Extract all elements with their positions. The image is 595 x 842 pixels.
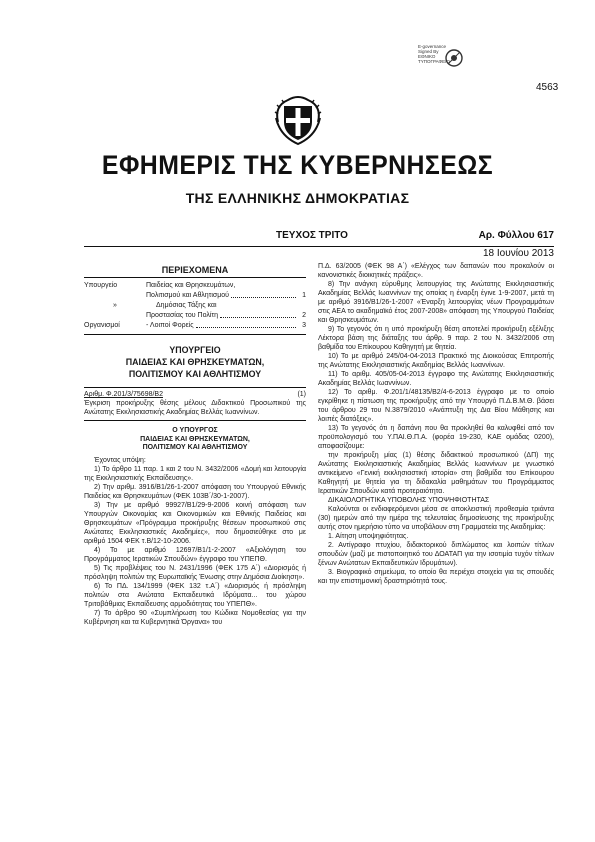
ministry-heading-line: ΠΟΛΙΤΙΣΜΟΥ ΚΑΙ ΑΘΛΗΤΙΣΜΟΥ <box>128 369 262 380</box>
toc-page: 2 <box>302 312 306 319</box>
issue-series: ΤΕΥΧΟΣ ΤΡΙΤΟ <box>276 230 348 241</box>
decision-marker: (1) <box>297 391 306 398</box>
recital-item: 7) Το άρθρο 90 «Συμπλήρωση του Κώδικα Νομοθεσίας για την Κυβέρνηση και τα Κυβερνητικά Όργανα» του <box>84 609 306 626</box>
section-divider <box>84 420 306 421</box>
stamp-line: E-governance <box>418 44 447 49</box>
ministry-heading <box>92 345 298 381</box>
toc-row <box>84 311 306 321</box>
recital-item: 10) Το με αριθμό 245/04-04-2013 Πρακτικό της Διοικούσας Επιτροπής της Ανώτατης Εκκλησιαστικής Ακαδημίας Βελλάς Ιωαννίνων. <box>318 353 554 369</box>
minister-heading-line: Ο ΥΠΟΥΡΓΟΣ <box>172 427 218 434</box>
digital-signature-stamp <box>418 44 488 84</box>
decision-number: Αριθμ. Φ.201/3/75698/Β2 <box>84 391 163 398</box>
issue-sheet-number: Αρ. Φύλλου 617 <box>478 230 554 241</box>
minister-heading-line: ΠΟΛΙΤΙΣΜΟΥ ΚΑΙ ΑΘΛΗΤΙΣΜΟΥ <box>142 444 248 451</box>
toc-key <box>84 311 146 321</box>
recital-item: 9) Το γεγονός ότι η υπό προκήρυξη θέση αποτελεί προκήρυξη εξέλιξης Λέκτορα βάση της διάταξης του άρθρ. 9 παρ. 2 του Ν. 3432/2006 στη βαθμίδα του Επίκουρου Καθηγητή με θητεία. <box>318 326 554 351</box>
table-of-contents <box>84 281 306 331</box>
toc-page: 1 <box>302 292 306 299</box>
toc-page: 3 <box>302 322 306 329</box>
recital-item: 13) Το γεγονός ότι η δαπάνη που θα προκληθεί θα καλυφθεί από τον προϋπολογισμό του Υ.ΠΑΙ.Θ.Π.Α. (φορέα 19-230, ΚΑΕ ομάδας 0200), αποφασίζουμε: <box>318 425 554 450</box>
recital-item: 12) Το αριθμ. Φ.201/1/48135/Β2/4-6-2013 έγγραφο με το οποίο εγκρίθηκε η πίστωση της προκήρυξης από την Υπουργό Π.Δ.Β.Μ.Θ. βάσει του άρθρου 29 του Ν.3879/2010 «Ανάπτυξη της Δια Βίου Μάθησης και λοιπές διατάξεις». <box>318 389 554 423</box>
toc-row <box>84 291 306 301</box>
signature-seal-icon <box>444 48 464 68</box>
recital-item: 6) Το ΠΔ. 134/1999 (ΦΕΚ 132 τ.Α΄) «Διορισμός ή πρόσληψη πολιτών στα Ανώτατα Εκπαιδευτικά Ιδρύματα... του χώρου Τριτοβάθμιας Εκπαίδευσης αρμοδιότητας του ΥΠΕΠΘ». <box>84 582 306 608</box>
coat-of-arms-icon <box>270 92 326 148</box>
recital-item: 4) Το με αριθμό 12697/Β1/1-2-2007 «Αξιολόγηση του Προγράμματος Ιερατικών Σπουδών» έγγραφο του ΥΠΕΠΘ. <box>84 546 306 563</box>
ministry-heading-line: ΥΠΟΥΡΓΕΙΟ <box>169 345 221 356</box>
issue-bar <box>84 228 554 247</box>
recital-item: 8) Την ανάγκη εύρυθμης λειτουργίας της Ανώτατης Εκκλησιαστικής Ακαδημίας Βελλάς Ιωαννίνων της οποίας η έναρξη έγινε 1-9-2007, μετά τη με αριθμό 3916/Β1/26-1-2007 «Έναρξη λειτουργίας νέων Προγραμμάτων στις ΑΕΑ το ακαδημαϊκό έτος 2007-2008» απόφαση της Υπουργού Παιδείας και Θρησκευμάτων. <box>318 281 554 324</box>
having-regard: Έχοντας υπόψη: <box>94 456 146 464</box>
page-number: 4563 <box>536 82 559 93</box>
body-paragraph: Καλούνται οι ενδιαφερόμενοι μέσα σε αποκλειστική προθεσμία τριάντα (30) ημερών από την ημέρα της τελευταίας δημοσίευσης της προκήρυξης αυτής στον ημερήσιο τύπο να υποβάλουν στη Γραμματεία της Ακαδημίας: <box>318 506 554 531</box>
toc-key: Υπουργείο <box>84 282 118 289</box>
issue-date: 18 Ιουνίου 2013 <box>483 248 554 259</box>
gazette-title: ΕΦΗΜΕΡΙΣ ΤΗΣ ΚΥΒΕΡΝΗΣΕΩΣ <box>101 150 494 180</box>
toc-key: Οργανισμοί <box>84 322 120 329</box>
toc-heading: ΠΕΡΙΕΧΟΜΕΝΑ <box>84 266 306 278</box>
recital-item: 1) Το άρθρο 11 παρ. 1 και 2 του Ν. 3432/2006 «Δομή και λειτουργία της Εκκλησιαστικής Εκπαίδευσης». <box>84 465 306 482</box>
toc-row <box>84 301 306 311</box>
toc-page <box>298 301 306 311</box>
toc-page <box>298 281 306 291</box>
gazette-subtitle: ΤΗΣ ΕΛΛΗΝΙΚΗΣ ΔΗΜΟΚΡΑΤΙΑΣ <box>185 190 410 206</box>
toc-label: Παιδείας και Θρησκευμάτων, <box>146 282 236 289</box>
toc-label: Προστασίας του Πολίτη <box>146 312 219 319</box>
right-column <box>318 262 554 586</box>
recital-item: 11) Το αριθμ. 405/05-04-2013 έγγραφο της Ανώτατης Εκκλησιαστικής Ακαδημίας Βελλάς Ιωαννίνων. <box>318 371 554 387</box>
stamp-line: ΕΘΝΙΚΟ <box>418 54 436 59</box>
section-title: ΔΙΚΑΙΟΛΟΓΗΤΙΚΑ ΥΠΟΒΟΛΗΣ ΥΠΟΨΗΦΙΟΤΗΤΑΣ <box>328 497 490 504</box>
toc-key: » <box>113 302 117 309</box>
toc-label: - Λοιποί Φορείς <box>146 322 194 329</box>
requirement-item: 1. Αίτηση υποψηφιότητας. <box>328 533 409 540</box>
toc-divider <box>84 334 306 335</box>
decision-body: την προκήρυξη μίας (1) θέσης διδακτικού προσωπικού (ΔΠ) της Ανώτατης Εκκλησιαστικής Ακαδημίας Βελλάς Ιωαννίνων με γνωστικό αντικείμενο «Γενική εκκλησιαστική ιστορία» στη βαθμίδα του Επίκουρου Καθηγητή με θητεία για τη διδακαλία μαθημάτων του Προγράμματος Ιερατικών Σπουδών κατά προτεραιότητα. <box>318 452 554 495</box>
minister-heading-line: ΠΑΙΔΕΙΑΣ ΚΑΙ ΘΡΗΣΚΕΥΜΑΤΩΝ, <box>140 435 250 443</box>
stamp-line: ΤΥΠΟΓΡΑΦΕΙΟ <box>418 59 450 64</box>
recital-item: 2) Την αριθμ. 3916/Β1/26-1-2007 απόφαση του Υπουργού Εθνικής Παιδείας και Θρησκευμάτων (ΦΕΚ 103Β΄/30-1-2007). <box>84 483 306 500</box>
recital-item: Π.Δ. 63/2005 (ΦΕΚ 98 Α΄) «Ελέγχος των δαπανών που προκαλούν οι κανονιστικές διοικητικές πράξεις». <box>318 263 554 279</box>
ministry-heading-line: ΠΑΙΔΕΙΑΣ ΚΑΙ ΘΡΗΣΚΕΥΜΑΤΩΝ, <box>125 357 265 368</box>
toc-row <box>84 321 306 331</box>
section-divider <box>84 387 306 388</box>
toc-key <box>84 291 146 301</box>
toc-label: Δημόσιας Τάξης και <box>156 302 217 309</box>
minister-heading <box>84 427 306 453</box>
recital-item: 3) Την με αριθμό 99927/Β1/29-9-2006 κοινή απόφαση των Υπουργών Οικονομίας και Οικονομικών και Εθνικής Παιδείας και Θρησκευμάτων «Πρόγραμμα προκήρυξης θέσεων προσωπικού στις Ανώτατες Εκκλησιαστικές Ακαδημίες», που δημοσιεύθηκε στο με αριθμό 1504 ΦΕΚ τ.Β/12-10-2006. <box>84 501 306 545</box>
left-column <box>84 262 306 627</box>
decision-number-row <box>84 390 306 399</box>
toc-label: Πολιτισμού και Αθλητισμού <box>146 292 230 299</box>
recital-item: 5) Τις προβλέψεις του Ν. 2431/1996 (ΦΕΚ 175 Α΄) «Διορισμός ή πρόσληψη πολιτών της Ευρωπαϊκής Ένωσης στην Δημόσια Διοίκηση». <box>84 564 306 581</box>
toc-row <box>84 281 306 291</box>
requirement-item: 2. Αντίγραφο πτυχίου, διδακτορικού διπλώματος και λοιπών τίτλων σπουδών (μαζί με πιστοποιητικό του ΔΟΑΤΑΠ για την ισοτιμία τυχόν τίτλων ξένων Ανώτατων Εκπαιδευτικών Ιδρυμάτων). <box>318 542 554 567</box>
decision-summary: Έγκριση προκήρυξης θέσης μέλους Διδακτικού Προσωπικού της Ανώτατης Εκκλησιαστικής Ακαδημίας Βελλάς Ιωαννίνων. <box>84 400 306 416</box>
requirement-item: 3. Βιογραφικό σημείωμα, το οποίο θα περιέχει στοιχεία για τις σπουδές και την επιστημονική δραστηριότητά τους. <box>318 569 554 585</box>
stamp-line: Signed By <box>418 49 439 54</box>
